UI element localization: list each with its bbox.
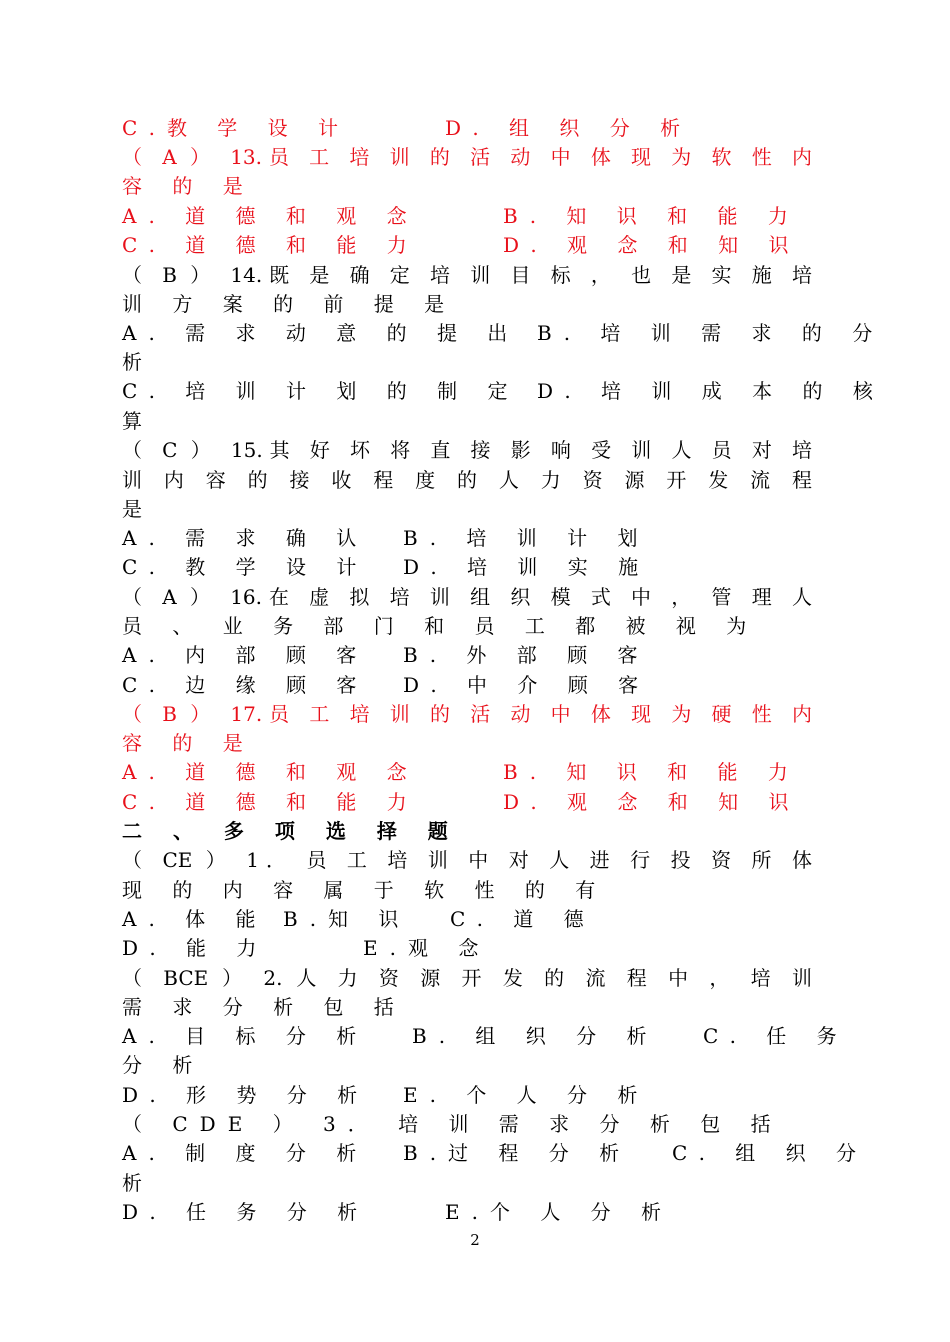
text-line	[122, 671, 812, 700]
text-line: （ CDE ） 3． 培 训 需 求 分 析 包 括	[122, 1112, 783, 1136]
option-text: B. 培 训 计 划	[403, 526, 650, 550]
option-text: A. 体 能	[122, 907, 268, 931]
text-line: （ B ） 17.员 工 培 训 的 活 动 中 体 现 为 硬 性 内	[122, 702, 812, 726]
text-line	[122, 1022, 849, 1051]
text-line: 现 的 内 容 属 于 软 性 的 有	[122, 878, 608, 902]
option-text: D. 组 织 分 析	[445, 116, 693, 140]
option-text: D. 培 训 实 施	[403, 555, 651, 579]
text-line: （ B ） 14.既 是 确 定 培 训 目 标 ， 也 是 实 施 培	[122, 263, 812, 287]
text-line: 算	[122, 409, 154, 433]
option-text: A. 道 德 和 观 念	[122, 760, 419, 784]
option-text: B. 组 织 分 析	[412, 1024, 659, 1048]
text-line	[122, 641, 812, 670]
option-text: B.知 识	[283, 907, 411, 931]
text-line: 是	[122, 497, 154, 521]
text-line: 容 的 是	[122, 174, 255, 198]
text-line	[122, 319, 885, 348]
option-text: D. 观 念 和 知 识	[503, 233, 801, 257]
text-line	[122, 788, 812, 817]
text-line: （ CE ） 1． 员 工 培 训 中 对 人 进 行 投 资 所 体	[122, 848, 812, 872]
text-line	[122, 377, 885, 406]
text-line: （ A ） 13.员 工 培 训 的 活 动 中 体 现 为 软 性 内	[122, 145, 812, 169]
option-text: C. 边 缘 顾 客	[122, 673, 369, 697]
option-text: D. 能 力	[122, 936, 269, 960]
option-text: A. 目 标 分 析	[122, 1024, 369, 1048]
option-text: D. 观 念 和 知 识	[503, 790, 801, 814]
text-line: 需 求 分 析 包 括	[122, 995, 406, 1019]
text-line: （ C ） 15.其 好 坏 将 直 接 影 响 受 训 人 员 对 培	[122, 438, 812, 462]
option-text: E.观 念	[363, 936, 491, 960]
option-text: B.过 程 分 析	[403, 1141, 632, 1165]
option-text: A. 道 德 和 观 念	[122, 204, 419, 228]
text-line: 训 方 案 的 前 提 是	[122, 292, 457, 316]
option-text: C. 道 德 和 能 力	[122, 233, 419, 257]
text-line: 析	[122, 1171, 154, 1195]
option-text: A. 需 求 动 意 的 提 出	[122, 321, 520, 345]
option-text: C. 任 务	[703, 1024, 849, 1048]
option-text: A. 需 求 确 认	[122, 526, 369, 550]
option-text: A. 内 部 顾 客	[122, 643, 369, 667]
option-text: C. 组 织 分	[672, 1141, 869, 1165]
option-text: D. 形 势 分 析	[122, 1083, 370, 1107]
option-text: E. 个 人 分 析	[403, 1083, 650, 1107]
page-number: 2	[470, 1231, 480, 1249]
text-line	[122, 202, 812, 231]
text-line	[122, 1139, 869, 1168]
text-line: 员 、 业 务 部 门 和 员 工 都 被 视 为	[122, 614, 759, 638]
text-line	[122, 231, 812, 260]
text-line	[122, 758, 812, 787]
option-text: C. 道 德	[450, 907, 596, 931]
option-text: D. 培 训 成 本 的 核	[537, 379, 885, 403]
text-line	[122, 905, 812, 934]
option-text: B. 培 训 需 求 的 分	[537, 321, 885, 345]
option-text: A. 制 度 分 析	[122, 1141, 369, 1165]
text-line: 容 的 是	[122, 731, 255, 755]
text-line: （ BCE ） 2. 人 力 资 源 开 发 的 流 程 中 ， 培 训	[122, 966, 812, 990]
option-text: C. 培 训 计 划 的 制 定	[122, 379, 520, 403]
option-text: D. 中 介 顾 客	[403, 673, 651, 697]
text-line	[122, 934, 812, 963]
text-line	[122, 114, 812, 143]
option-text: D. 任 务 分 析	[122, 1200, 370, 1224]
option-text: B. 知 识 和 能 力	[503, 760, 800, 784]
text-line: 分 析	[122, 1053, 205, 1077]
text-line: 二 、 多 项 选 择 题	[122, 819, 460, 843]
text-line: 训 内 容 的 接 收 程 度 的 人 力 资 源 开 发 流 程	[122, 468, 812, 492]
option-text: E.个 人 分 析	[445, 1200, 674, 1224]
text-line	[122, 524, 812, 553]
option-text: B. 外 部 顾 客	[403, 643, 650, 667]
text-line	[122, 1198, 812, 1227]
text-line	[122, 1081, 812, 1110]
text-line	[122, 553, 812, 582]
text-line: 析	[122, 350, 154, 374]
option-text: B. 知 识 和 能 力	[503, 204, 800, 228]
text-line: （ A ） 16.在 虚 拟 培 训 组 织 模 式 中 ， 管 理 人	[122, 585, 812, 609]
option-text: C. 教 学 设 计	[122, 555, 369, 579]
option-text: C. 道 德 和 能 力	[122, 790, 419, 814]
option-text: C.教 学 设 计	[122, 116, 351, 140]
